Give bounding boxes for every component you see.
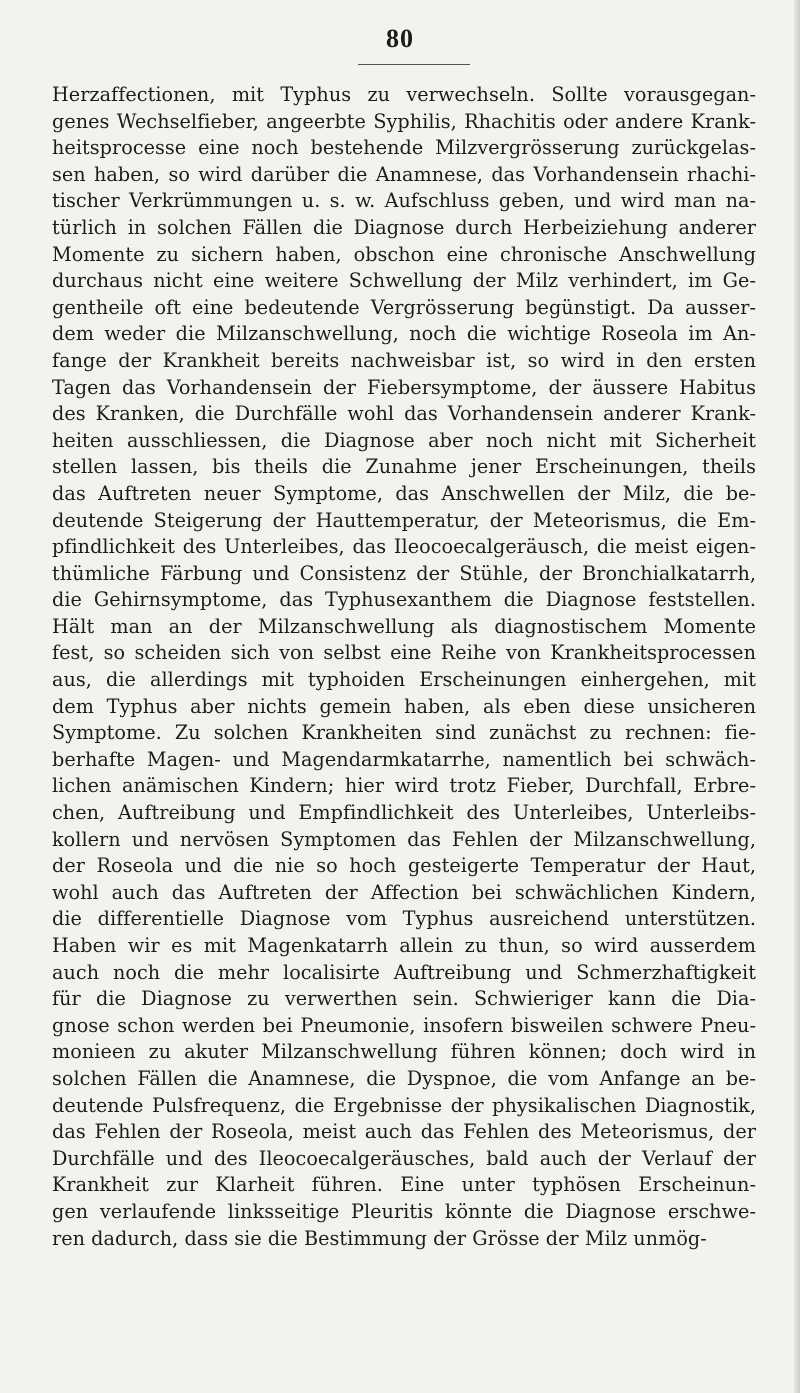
text-line: fest, so scheiden sich von selbst eine Reihe von Krankheitsprocessen <box>52 641 756 665</box>
text-line: heiten ausschliessen, die Diagnose aber noch nicht mit Sicherheit <box>52 428 756 452</box>
text-line: der Roseola und die nie so hoch gesteigerte Temperatur der Haut, <box>52 854 756 878</box>
text-line: Hält man an der Milzanschwellung als diagnostischem Momente <box>52 614 756 638</box>
text-line: das Fehlen der Roseola, meist auch das Fehlen des Meteorismus, der <box>52 1120 756 1144</box>
text-line: Momente zu sichern haben, obschon eine chronische Anschwellung <box>52 242 756 266</box>
text-line: gnose schon werden bei Pneumonie, insofern bisweilen schwere Pneu- <box>52 1013 756 1037</box>
text-line: kollern und nervösen Symptomen das Fehlen der Milzanschwellung, <box>52 827 756 851</box>
text-line: thümliche Färbung und Consistenz der Stühle, der Bronchialkatarrh, <box>52 561 756 585</box>
header-rule <box>358 64 470 65</box>
text-line: Herzaffectionen, mit Typhus zu verwechseln. Sollte vorausgegan- <box>52 83 756 106</box>
text-line: deutende Steigerung der Hauttemperatur, der Meteorismus, die Em- <box>52 508 756 532</box>
text-line: lichen anämischen Kindern; hier wird trotz Fieber, Durchfall, Erbre- <box>52 774 756 798</box>
text-line: Symptome. Zu solchen Krankheiten sind zunächst zu rechnen: fie- <box>52 721 756 745</box>
text-line: Haben wir es mit Magenkatarrh allein zu thun, so wird ausserdem <box>52 934 756 957</box>
text-line: die Gehirnsymptome, das Typhusexanthem die Diagnose feststellen. <box>52 588 756 612</box>
text-line: berhafte Magen- und Magendarmkatarrhe, namentlich bei schwäch- <box>52 747 756 771</box>
text-line: stellen lassen, bis theils die Zunahme jener Erscheinungen, theils <box>52 455 756 479</box>
text-line: dem weder die Milzanschwellung, noch die wichtige Roseola im An- <box>52 322 756 346</box>
text-line: gen verlaufende linksseitige Pleuritis könnte die Diagnose erschwe- <box>52 1199 756 1223</box>
text-line: fange der Krankheit bereits nachweisbar ist, so wird in den ersten <box>52 348 756 372</box>
text-line: chen, Auftreibung und Empfindlichkeit des Unterleibes, Unterleibs- <box>52 801 756 825</box>
text-line: monieen zu akuter Milzanschwellung führen können; doch wird in <box>52 1040 756 1064</box>
text-line: auch noch die mehr localisirte Auftreibung und Schmerzhaftigkeit <box>52 960 756 984</box>
text-line: solchen Fällen die Anamnese, die Dyspnoe, die vom Anfange an be- <box>52 1066 756 1090</box>
text-line: heitsprocesse eine noch bestehende Milzvergrösserung zurückgelas- <box>52 136 756 160</box>
page-edge <box>794 0 800 1393</box>
text-line: Tagen das Vorhandensein der Fiebersymptome, der äussere Habitus <box>52 375 756 399</box>
text-line: wohl auch das Auftreten der Affection bei schwächlichen Kindern, <box>52 880 756 904</box>
text-line: für die Diagnose zu verwerthen sein. Schwieriger kann die Dia- <box>52 987 756 1011</box>
text-line: gentheile oft eine bedeutende Vergrösserung begünstigt. Da ausser- <box>52 295 756 319</box>
text-line: des Kranken, die Durchfälle wohl das Vorhandensein anderer Krank- <box>52 402 756 426</box>
body-text <box>52 82 756 1252</box>
text-line: die differentielle Diagnose vom Typhus ausreichend unterstützen. <box>52 907 756 931</box>
text-line: Durchfälle und des Ileocoecalgeräusches, bald auch der Verlauf der <box>52 1146 756 1170</box>
text-line: genes Wechselfieber, angeerbte Syphilis, Rhachitis oder andere Krank- <box>52 109 756 133</box>
text-line: pfindlichkeit des Unterleibes, das Ileocoecalgeräusch, die meist eigen- <box>52 535 756 559</box>
text-line: sen haben, so wird darüber die Anamnese, das Vorhandensein rhachi- <box>52 162 756 186</box>
text-line: deutende Pulsfrequenz, die Ergebnisse der physikalischen Diagnostik, <box>52 1093 756 1117</box>
text-line: türlich in solchen Fällen die Diagnose durch Herbeiziehung anderer <box>52 215 756 239</box>
page-number: 80 <box>386 24 414 53</box>
text-line: aus, die allerdings mit typhoiden Erscheinungen einhergehen, mit <box>52 668 756 692</box>
text-line: das Auftreten neuer Symptome, das Anschwellen der Milz, die be- <box>52 481 756 505</box>
text-line: durchaus nicht eine weitere Schwellung der Milz verhindert, im Ge- <box>52 269 756 293</box>
text-line: tischer Verkrümmungen u. s. w. Aufschluss geben, und wird man na- <box>52 189 756 213</box>
text-line: dem Typhus aber nichts gemein haben, als eben diese unsicheren <box>52 694 756 718</box>
text-line: Krankheit zur Klarheit führen. Eine unter typhösen Erscheinun- <box>52 1173 756 1197</box>
text-line: ren dadurch, dass sie die Bestimmung der Grösse der Milz unmög- <box>52 1226 707 1250</box>
